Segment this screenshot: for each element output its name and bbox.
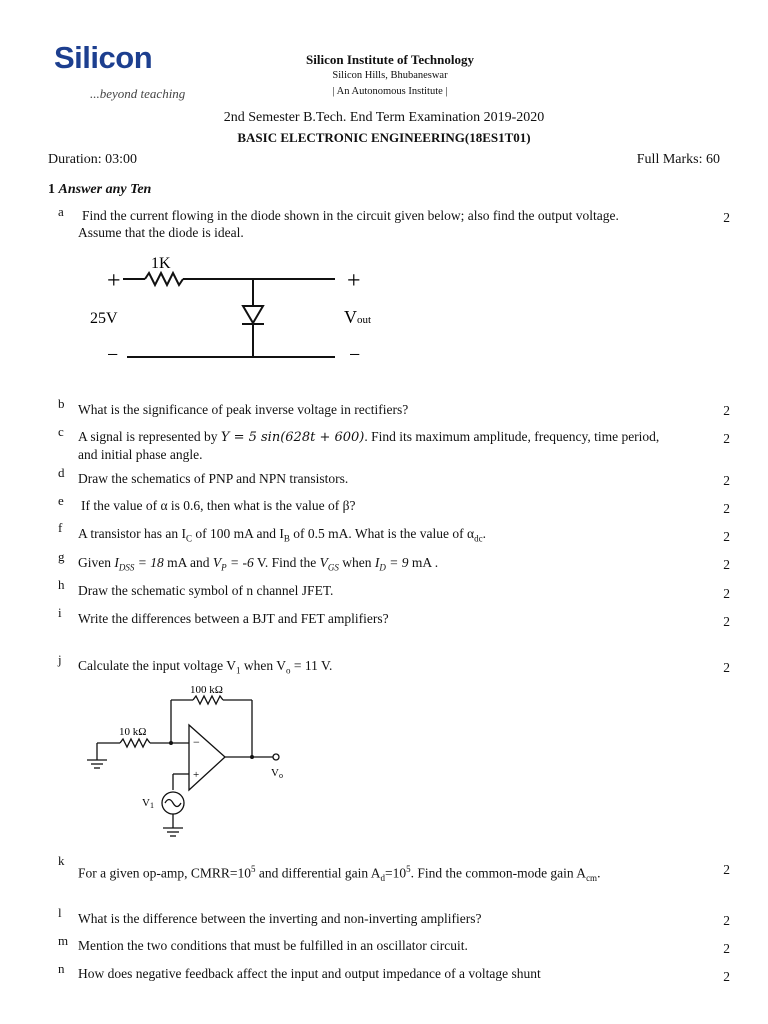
question-letter-k: k: [58, 853, 65, 868]
opamp-circuit-diagram: [85, 680, 305, 845]
question-marks-g: 2: [723, 557, 730, 572]
question-text-e: If the value of α is 0.6, then what is the value of β?: [81, 498, 356, 513]
question-letter-g: g: [58, 549, 65, 564]
question-letter-n: n: [58, 961, 65, 976]
question-marks-i: 2: [723, 614, 730, 629]
institute-name: Silicon Institute of Technology: [306, 52, 474, 67]
question-text-d: Draw the schematics of PNP and NPN transistors.: [78, 471, 349, 486]
terminal-plus-right: +: [347, 268, 361, 294]
question-marks-b: 2: [723, 403, 730, 418]
question-marks-k: 2: [723, 862, 730, 877]
source-voltage-label: 25V: [90, 310, 118, 327]
question-text-c: A signal is represented by Y = 5 sin(628t + 600). Find its maximum amplitude, frequency, time period, and initial phase angle.: [78, 429, 660, 462]
question-marks-c: 2: [723, 431, 730, 446]
question-text-b: What is the significance of peak inverse voltage in rectifiers?: [78, 402, 409, 417]
question-letter-d: d: [58, 465, 65, 480]
question-marks-d: 2: [723, 473, 730, 488]
feedback-resistor-label: 100 kΩ: [190, 684, 223, 696]
question-text-a: Find the current flowing in the diode shown in the circuit given below; also find the output voltage. Assume that the diode is ideal.: [78, 208, 619, 240]
question-marks-e: 2: [723, 501, 730, 516]
question-letter-m: m: [58, 933, 69, 948]
terminal-plus-left: +: [107, 268, 121, 294]
question-marks-m: 2: [723, 941, 730, 956]
logo-tagline: ...beyond teaching: [90, 86, 186, 101]
input-resistor-label: 10 kΩ: [119, 726, 147, 738]
question-letter-b: b: [58, 396, 65, 411]
terminal-minus-right: −: [349, 344, 361, 366]
diode-circuit-diagram: [85, 248, 395, 373]
exam-title: 2nd Semester B.Tech. End Term Examination 2019-2020: [223, 110, 545, 125]
question-text-k: For a given op-amp, $CMRR=10^5$ and differential gain $A_d=10^5$. Find the common-mode gain $A_{cm}$.: [78, 864, 601, 884]
question-text-g: Given $I_{DSS} = 18$ mA and $V_P = -6$ V. Find the $V_{GS}$ when $I_D = 9$ mA .: [78, 555, 439, 573]
source-label: V1: [142, 797, 154, 810]
question-marks-j: 2: [723, 660, 730, 675]
subject-title: BASIC ELECTRONIC ENGINEERING(18ES1T01): [237, 130, 531, 145]
institute-status: | An Autonomous Institute |: [332, 86, 448, 97]
question-text-m: Mention the two conditions that must be fulfilled in an oscillator circuit.: [78, 938, 468, 953]
signal-formula: Y = 5 sin(628t + 600): [220, 430, 365, 445]
terminal-minus-left: −: [107, 344, 119, 366]
question-text-h: Draw the schematic symbol of n channel JFET.: [78, 583, 334, 598]
opamp-plus-input: +: [193, 769, 200, 781]
question-letter-c: c: [58, 424, 64, 439]
opamp-minus-input: −: [193, 735, 200, 749]
question-letter-h: h: [58, 577, 65, 592]
question-letter-a: a: [58, 204, 64, 219]
question-text-f: A transistor has an $I_C$ of 100 mA and $I_B$ of 0.5 mA. What is the value of $\alpha_{dc}$.: [78, 526, 486, 544]
question-letter-l: l: [58, 905, 62, 920]
question-letter-f: f: [58, 520, 63, 535]
question-text-j: Calculate the input voltage $V_1$ when $V_o = 11$ V.: [78, 658, 333, 676]
question-letter-i: i: [58, 605, 62, 620]
section-heading: [48, 182, 151, 198]
full-marks: Full Marks: 60: [636, 152, 720, 167]
vout-label: Vout: [344, 307, 372, 327]
question-text-l: What is the difference between the inverting and non-inverting amplifiers?: [78, 911, 482, 926]
logo: Silicon: [54, 40, 153, 75]
institute-location: Silicon Hills, Bhubaneswar: [332, 70, 448, 81]
question-marks-n: 2: [723, 969, 730, 984]
duration: Duration: 03:00: [48, 152, 138, 167]
question-text-i: Write the differences between a BJT and FET amplifiers?: [78, 611, 389, 626]
section-instruction: Answer any Ten: [58, 182, 152, 197]
section-number: 1: [48, 182, 55, 197]
question-marks-h: 2: [723, 586, 730, 601]
question-text-n: How does negative feedback affect the input and output impedance of a voltage shunt: [78, 966, 541, 981]
question-marks-f: 2: [723, 529, 730, 544]
resistor-label: 1K: [151, 255, 171, 272]
question-letter-e: e: [58, 493, 64, 508]
question-marks-a: 2: [723, 210, 730, 225]
question-letter-j: j: [58, 652, 62, 667]
output-label: Vo: [271, 767, 283, 780]
question-marks-l: 2: [723, 913, 730, 928]
